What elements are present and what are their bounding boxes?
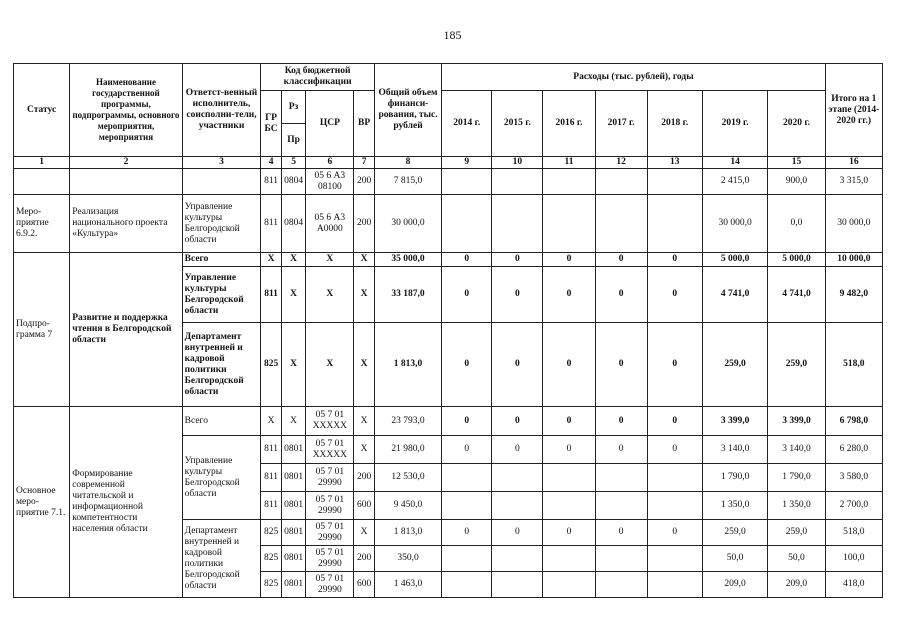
cell-csr: 05 7 01 29990 xyxy=(306,520,354,546)
cell-2019: 30 000,0 xyxy=(702,195,767,253)
cell-2020: 3 399,0 xyxy=(768,407,825,436)
cell-rzpr: Х xyxy=(281,267,306,323)
cell-grbs: 811 xyxy=(261,436,281,464)
col-number: 13 xyxy=(647,157,702,169)
header-pr: Пр xyxy=(281,124,306,157)
header-total-volume: Общий объем финанси-рования, тыс. рублей xyxy=(374,64,441,157)
cell-rzpr: Х xyxy=(281,253,306,267)
cell-2017: 0 xyxy=(595,407,647,436)
cell-2020: 4 741,0 xyxy=(768,267,825,323)
header-expenses: Расходы (тыс. рублей), годы xyxy=(442,64,825,91)
cell-2014: 0 xyxy=(442,520,492,546)
cell-status: Подпро-грамма 7 xyxy=(14,253,70,407)
cell-grbs: 825 xyxy=(261,572,281,598)
cell-2020: 900,0 xyxy=(768,169,825,195)
cell-sum: 518,0 xyxy=(825,520,882,546)
cell-2015: 0 xyxy=(492,323,543,407)
cell-2016: 0 xyxy=(543,323,595,407)
col-number: 12 xyxy=(595,157,647,169)
cell-vr: Х xyxy=(354,436,374,464)
cell-total: 23 793,0 xyxy=(374,407,441,436)
cell-2014: 0 xyxy=(442,253,492,267)
cell-csr: Х xyxy=(306,323,354,407)
cell-vr: 600 xyxy=(354,492,374,520)
cell-2017: 0 xyxy=(595,323,647,407)
cell-vr: 200 xyxy=(354,546,374,572)
header-grbs: ГР БС xyxy=(261,91,281,157)
cell-2015: 0 xyxy=(492,436,543,464)
cell-total: 7 815,0 xyxy=(374,169,441,195)
cell-status: Основное меро-приятие 7.1. xyxy=(14,407,70,598)
cell-grbs: 825 xyxy=(261,323,281,407)
cell-2020: 209,0 xyxy=(768,572,825,598)
cell-2019: 3 399,0 xyxy=(702,407,767,436)
header-year: 2018 г. xyxy=(647,91,702,157)
cell-grbs: 811 xyxy=(261,492,281,520)
cell-2020: 0,0 xyxy=(768,195,825,253)
header-executor: Ответст-венный исполнитель, соисполни-тели, участники xyxy=(182,64,261,157)
cell-rzpr: 0804 xyxy=(281,169,306,195)
cell-2020: 5 000,0 xyxy=(768,253,825,267)
col-number: 7 xyxy=(354,157,374,169)
cell-csr: 05 7 01 29990 xyxy=(306,492,354,520)
page-number: 185 xyxy=(443,28,462,42)
cell-total: 33 187,0 xyxy=(374,267,441,323)
cell-rzpr: 0804 xyxy=(281,195,306,253)
header-year: 2016 г. xyxy=(543,91,595,157)
cell-name: Развитие и поддержка чтения в Белгородской области xyxy=(70,253,182,407)
cell-rzpr: Х xyxy=(281,323,306,407)
header-vr: ВР xyxy=(354,91,374,157)
cell-sum: 100,0 xyxy=(825,546,882,572)
cell-vr: 200 xyxy=(354,195,374,253)
cell-rzpr: 0801 xyxy=(281,492,306,520)
cell-csr: Х xyxy=(306,253,354,267)
cell-2017: 0 xyxy=(595,520,647,546)
cell-csr: 05 7 01 ХХХХХ xyxy=(306,436,354,464)
cell-grbs: 811 xyxy=(261,464,281,492)
col-number: 6 xyxy=(306,157,354,169)
cell-sum: 10 000,0 xyxy=(825,253,882,267)
cell-sum: 3 315,0 xyxy=(825,169,882,195)
header-rz: Рз xyxy=(281,91,306,124)
cell-sum: 9 482,0 xyxy=(825,267,882,323)
cell-sum: 3 580,0 xyxy=(825,464,882,492)
cell-vr: Х xyxy=(354,253,374,267)
cell-2014: 0 xyxy=(442,436,492,464)
cell-executor: Всего xyxy=(182,253,261,267)
col-number: 15 xyxy=(768,157,825,169)
cell-vr: 200 xyxy=(354,169,374,195)
cell-total: 21 980,0 xyxy=(374,436,441,464)
cell-grbs: 811 xyxy=(261,195,281,253)
cell-grbs: 811 xyxy=(261,267,281,323)
header-year: 2020 г. xyxy=(768,91,825,157)
cell-total: 9 450,0 xyxy=(374,492,441,520)
cell-2019: 50,0 xyxy=(702,546,767,572)
cell-status: Меро-приятие 6.9.2. xyxy=(14,195,70,253)
cell-rzpr: 0801 xyxy=(281,436,306,464)
cell-total: 1 813,0 xyxy=(374,323,441,407)
cell-2020: 50,0 xyxy=(768,546,825,572)
cell-2019: 3 140,0 xyxy=(702,436,767,464)
cell-vr: Х xyxy=(354,520,374,546)
cell-2018: 0 xyxy=(647,520,702,546)
cell-vr: 600 xyxy=(354,572,374,598)
cell-rzpr: Х xyxy=(281,407,306,436)
header-year: 2015 г. xyxy=(492,91,543,157)
table-row xyxy=(14,169,883,195)
header-name: Наименование государственной программы, подпрограммы, основного мероприятия, мероприятия xyxy=(70,64,182,157)
cell-vr: 200 xyxy=(354,464,374,492)
cell-sum: 6 798,0 xyxy=(825,407,882,436)
cell-sum: 30 000,0 xyxy=(825,195,882,253)
cell-2014: 0 xyxy=(442,323,492,407)
cell-2018: 0 xyxy=(647,267,702,323)
col-number: 8 xyxy=(374,157,441,169)
cell-grbs: 811 xyxy=(261,169,281,195)
col-number: 4 xyxy=(261,157,281,169)
cell-2016: 0 xyxy=(543,267,595,323)
cell-total: 30 000,0 xyxy=(374,195,441,253)
col-number: 1 xyxy=(14,157,70,169)
cell-2016: 0 xyxy=(543,436,595,464)
cell-csr: 05 6 А3 08100 xyxy=(306,169,354,195)
cell-rzpr: 0801 xyxy=(281,546,306,572)
cell-executor: Всего xyxy=(182,407,261,436)
cell-2014: 0 xyxy=(442,407,492,436)
cell-rzpr: 0801 xyxy=(281,520,306,546)
cell-csr: 05 7 01 29990 xyxy=(306,572,354,598)
cell-csr: 05 6 А3 А0000 xyxy=(306,195,354,253)
cell-2017: 0 xyxy=(595,436,647,464)
cell-csr: 05 7 01 29990 xyxy=(306,546,354,572)
col-number: 14 xyxy=(702,157,767,169)
cell-2019: 4 741,0 xyxy=(702,267,767,323)
cell-2018: 0 xyxy=(647,407,702,436)
cell-csr: 05 7 01 ХХХХХ xyxy=(306,407,354,436)
cell-sum: 518,0 xyxy=(825,323,882,407)
header-year: 2014 г. xyxy=(442,91,492,157)
cell-vr: Х xyxy=(354,407,374,436)
cell-sum: 418,0 xyxy=(825,572,882,598)
header-status: Статус xyxy=(14,64,70,157)
cell-grbs: Х xyxy=(261,253,281,267)
cell-2019: 259,0 xyxy=(702,520,767,546)
budget-table xyxy=(13,63,883,598)
col-number: 16 xyxy=(825,157,882,169)
cell-2020: 1 790,0 xyxy=(768,464,825,492)
cell-2017: 0 xyxy=(595,253,647,267)
cell-2015: 0 xyxy=(492,253,543,267)
cell-grbs: 825 xyxy=(261,546,281,572)
col-number: 9 xyxy=(442,157,492,169)
cell-total: 1 463,0 xyxy=(374,572,441,598)
cell-2016: 0 xyxy=(543,407,595,436)
header-csr: ЦСР xyxy=(306,91,354,157)
cell-csr: 05 7 01 29990 xyxy=(306,464,354,492)
cell-2020: 3 140,0 xyxy=(768,436,825,464)
table-row xyxy=(14,195,883,253)
cell-2020: 259,0 xyxy=(768,323,825,407)
cell-2016: 0 xyxy=(543,520,595,546)
cell-executor: Управление культуры Белгородской области xyxy=(182,195,261,253)
cell-2019: 209,0 xyxy=(702,572,767,598)
col-number: 10 xyxy=(492,157,543,169)
cell-sum: 2 700,0 xyxy=(825,492,882,520)
header-budget-code: Код бюджетной классификации xyxy=(261,64,374,91)
cell-2018: 0 xyxy=(647,323,702,407)
cell-2019: 259,0 xyxy=(702,323,767,407)
header-year: 2019 г. xyxy=(702,91,767,157)
cell-total: 35 000,0 xyxy=(374,253,441,267)
header-year: 2017 г. xyxy=(595,91,647,157)
cell-2020: 259,0 xyxy=(768,520,825,546)
cell-2020: 1 350,0 xyxy=(768,492,825,520)
table-row xyxy=(14,253,883,267)
cell-vr: Х xyxy=(354,323,374,407)
cell-executor: Департамент внутренней и кадровой политики Белгородской области xyxy=(182,323,261,407)
cell-2019: 5 000,0 xyxy=(702,253,767,267)
col-number: 2 xyxy=(70,157,182,169)
cell-total: 1 813,0 xyxy=(374,520,441,546)
cell-vr: Х xyxy=(354,267,374,323)
cell-2016: 0 xyxy=(543,253,595,267)
cell-2015: 0 xyxy=(492,520,543,546)
cell-csr: Х xyxy=(306,267,354,323)
cell-sum: 6 280,0 xyxy=(825,436,882,464)
cell-rzpr: 0801 xyxy=(281,464,306,492)
cell-executor: Управление культуры Белгородской области xyxy=(182,436,261,520)
cell-total: 12 530,0 xyxy=(374,464,441,492)
cell-name: Реализация национального проекта «Культура» xyxy=(70,195,182,253)
table-row xyxy=(14,407,883,436)
cell-name: Формирование современной читательской и информационной компетентности населения области xyxy=(70,407,182,598)
cell-2015: 0 xyxy=(492,267,543,323)
cell-2015: 0 xyxy=(492,407,543,436)
col-number: 5 xyxy=(281,157,306,169)
cell-2019: 1 350,0 xyxy=(702,492,767,520)
header-total-stage: Итого на 1 этапе (2014-2020 гг.) xyxy=(825,64,882,157)
cell-total: 350,0 xyxy=(374,546,441,572)
cell-2019: 1 790,0 xyxy=(702,464,767,492)
cell-2014: 0 xyxy=(442,267,492,323)
cell-2019: 2 415,0 xyxy=(702,169,767,195)
cell-2018: 0 xyxy=(647,253,702,267)
cell-rzpr: 0801 xyxy=(281,572,306,598)
col-number: 3 xyxy=(182,157,261,169)
cell-grbs: 825 xyxy=(261,520,281,546)
cell-executor: Департамент внутренней и кадровой политики Белгородской области xyxy=(182,520,261,598)
cell-2017: 0 xyxy=(595,267,647,323)
col-number: 11 xyxy=(543,157,595,169)
cell-executor: Управление культуры Белгородской области xyxy=(182,267,261,323)
cell-grbs: Х xyxy=(261,407,281,436)
cell-2018: 0 xyxy=(647,436,702,464)
